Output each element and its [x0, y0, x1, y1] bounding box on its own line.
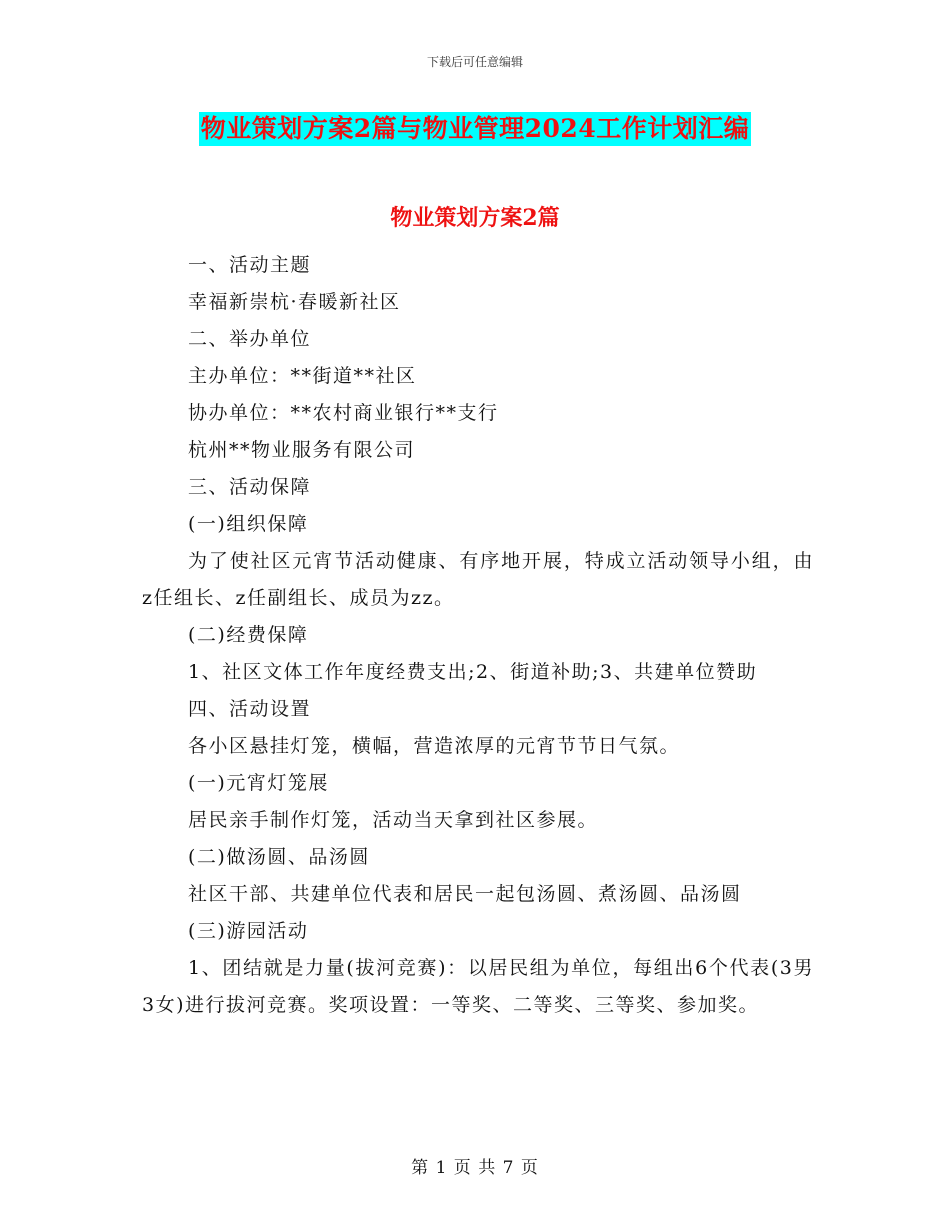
paragraph: 杭州**物业服务有限公司 [188, 439, 416, 461]
paragraph: (一)元宵灯笼展 [188, 772, 329, 794]
paragraph: 1、团结就是力量(拔河竞赛)：以居民组为单位，每组出6个代表(3男3女)进行拔河竞赛。奖项设置：一等奖、二等奖、三等奖、参加奖。 [142, 957, 814, 1016]
paragraph: 为了使社区元宵节活动健康、有序地开展，特成立活动领导小组，由z任组长、z任副组长、成员为zz。 [142, 550, 814, 609]
paragraph: (二)经费保障 [188, 624, 309, 646]
paragraph: 幸福新崇杭·春暖新社区 [188, 291, 401, 313]
page-footer: 第 1 页 共 7 页 [411, 1158, 539, 1178]
paragraph: 三、活动保障 [188, 476, 312, 498]
section-title: 物业策划方案2篇 [390, 205, 560, 231]
paragraph: 协办单位：**农村商业银行**支行 [188, 402, 499, 424]
paragraph: 1、社区文体工作年度经费支出;2、街道补助;3、共建单位赞助 [188, 661, 758, 683]
paragraph: 二、举办单位 [188, 328, 312, 350]
paragraph: 居民亲手制作灯笼，活动当天拿到社区参展。 [188, 809, 599, 831]
main-title-container [0, 112, 950, 146]
paragraph: (三)游园活动 [188, 920, 309, 942]
paragraph: 主办单位：**街道**社区 [188, 365, 417, 387]
paragraph: (一)组织保障 [188, 513, 309, 535]
paragraph: 社区干部、共建单位代表和居民一起包汤圆、煮汤圆、品汤圆 [188, 883, 742, 905]
paragraph: (二)做汤圆、品汤圆 [188, 846, 370, 868]
paragraph: 各小区悬挂灯笼，横幅，营造浓厚的元宵节节日气氛。 [188, 735, 681, 757]
main-title: 物业策划方案2篇与物业管理2024工作计划汇编 [199, 112, 751, 146]
header-note: 下载后可任意编辑 [426, 55, 523, 69]
document-body [142, 247, 814, 1024]
paragraph: 四、活动设置 [188, 698, 312, 720]
paragraph: 一、活动主题 [188, 254, 312, 276]
